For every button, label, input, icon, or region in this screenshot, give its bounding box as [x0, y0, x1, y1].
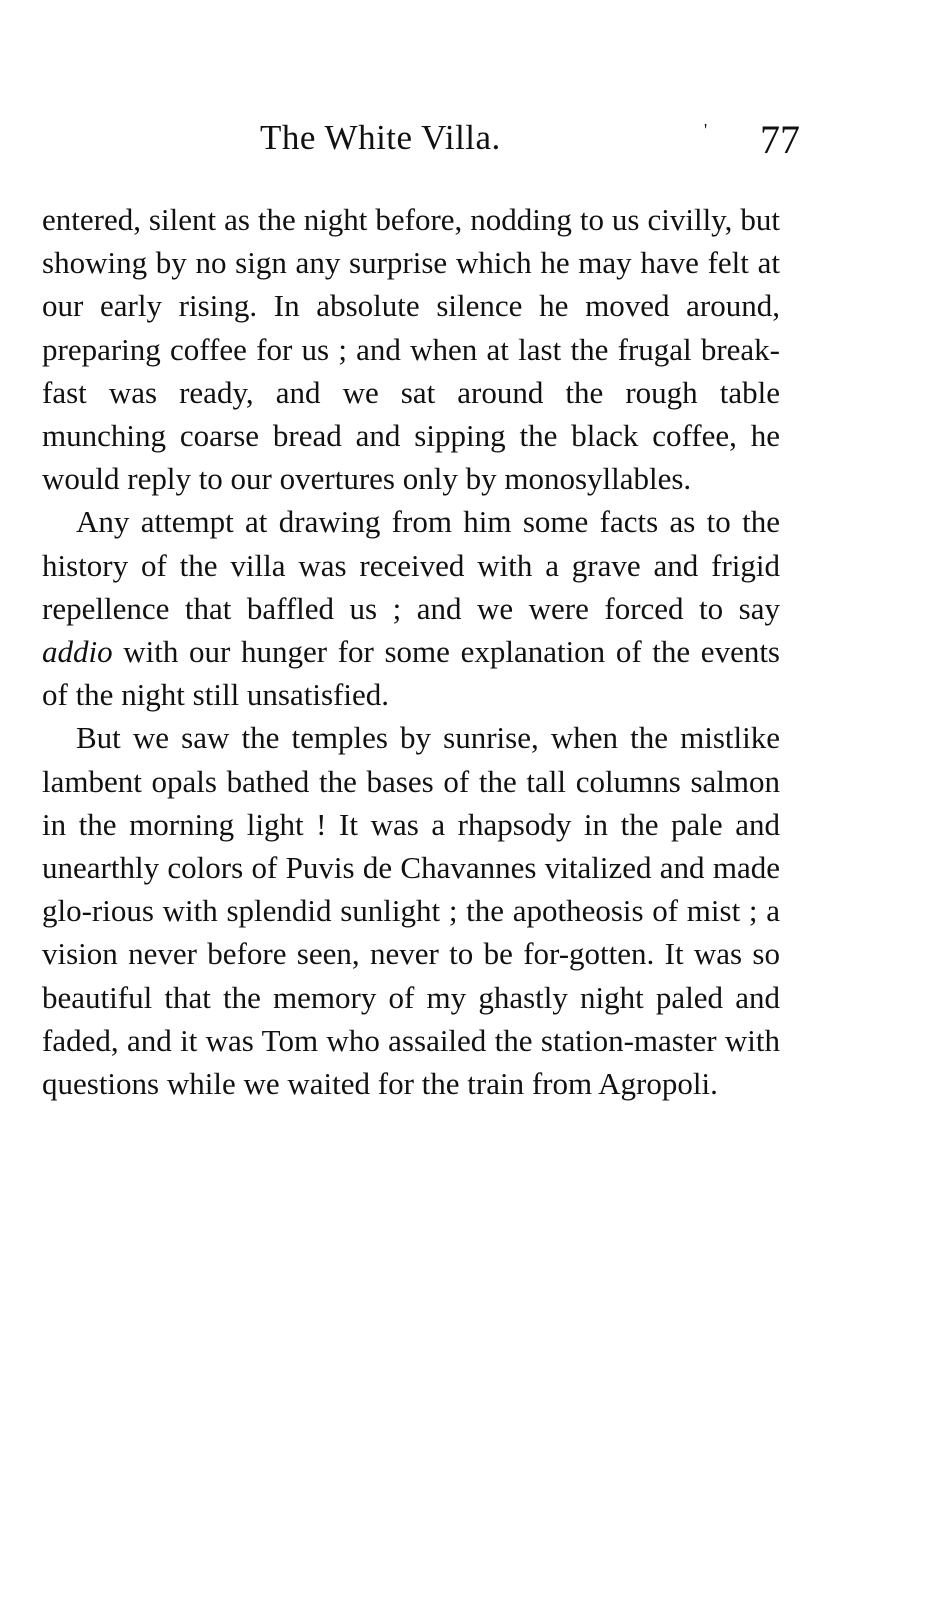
italic-word-addio: addio: [42, 634, 113, 670]
paragraph-1: entered, silent as the night before, nodding to us civilly, but showing by no sign any surprise which he may have felt at our early rising. In absolute silence he moved around, preparing coffee for us ; and when at last the frugal break-fast was ready, and we sat around the rough table munching coarse bread and sipping the black coffee, he would reply to our overtures only by monosyllables.: [42, 202, 780, 497]
stray-mark: ': [704, 120, 708, 140]
running-title: The White Villa.: [260, 118, 501, 157]
body-text: [42, 198, 780, 1105]
paragraph-3: But we saw the temples by sunrise, when the mistlike lambent opals bathed the bases of the tall columns salmon in the morning light ! It was a rhapsody in the pale and unearthly colors of Puvis de Chavannes vitalized and made glo-rious with splendid sunlight ; the apotheosis of mist ; a vision never before seen, never to be for-gotten. It was so beautiful that the memory of my ghastly night paled and faded, and it was Tom who assailed the station-master with questions while we waited for the train from Agropoli.: [42, 720, 780, 1102]
page-header: [40, 112, 800, 172]
paragraph-2-text-before: Any attempt at drawing from him some facts as to the history of the villa was received with a grave and frigid repellence that baffled us ; and we were forced to say: [42, 504, 780, 626]
paragraph-2: [42, 500, 780, 716]
page-number: 77: [760, 117, 800, 162]
paragraph-2-text-after: with our hunger for some explanation of the events of the night still unsatisfied.: [42, 634, 780, 713]
